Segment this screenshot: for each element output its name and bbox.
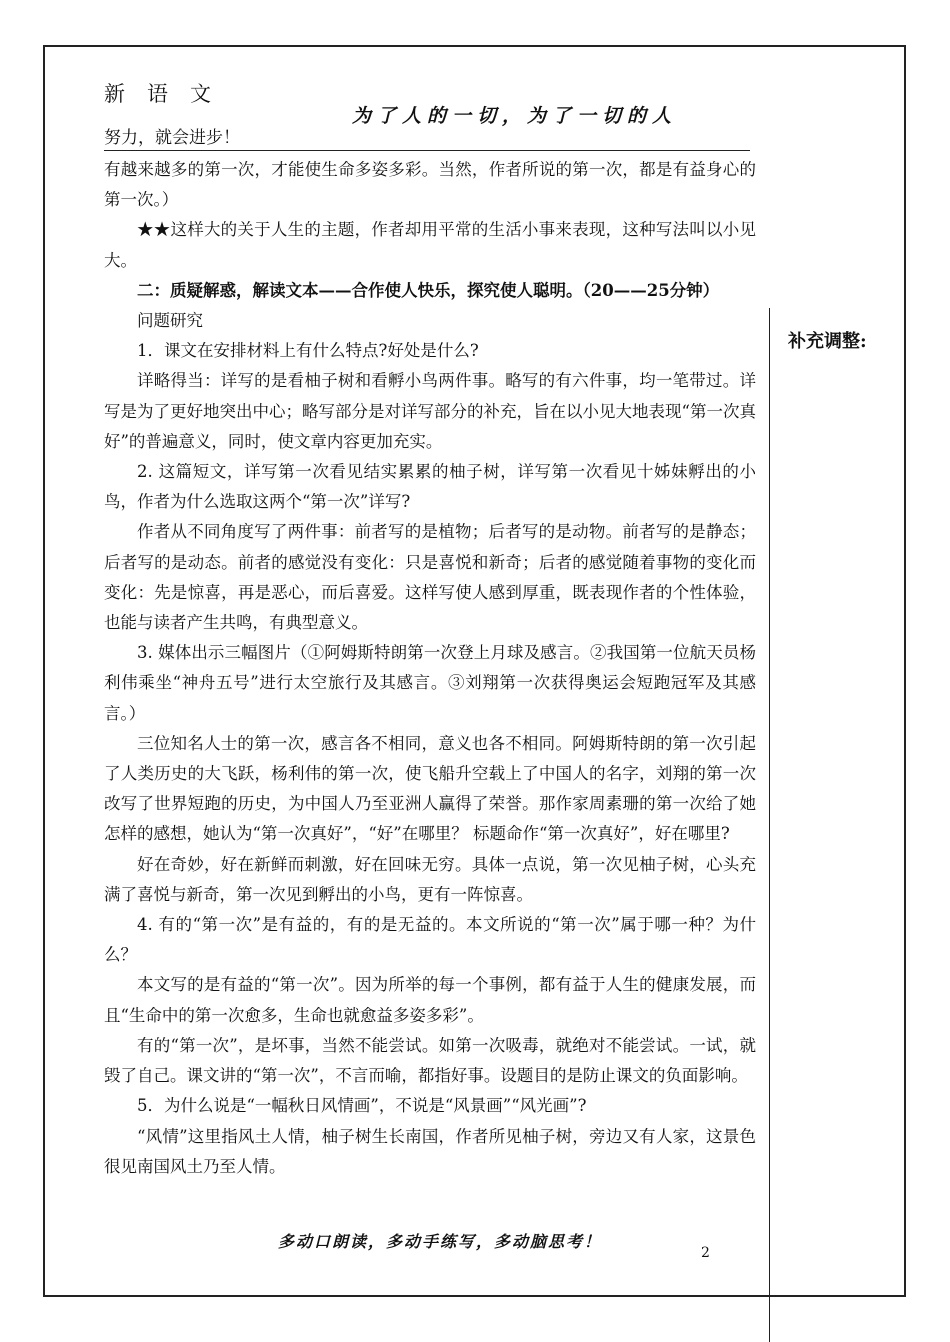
answer: 作者从不同角度写了两件事：前者写的是植物；后者写的是动物。前者写的是静态；后者写的是动态。前者的感觉没有变化：只是喜悦和新奇；后者的感觉随着事物的变化而变化：先是惊喜，再是恶心，而后喜爱。这样写使人感到厚重，既表现作者的个性体验，也能与读者产生共鸣，有典型意义。 bbox=[104, 522, 756, 633]
header-encouragement: 努力，就会进步！ bbox=[104, 128, 240, 148]
question: 5．为什么说是“一幅秋日风情画”，不说是“风景画”“风光画”? bbox=[137, 1096, 587, 1116]
header-rule bbox=[104, 150, 750, 151]
footer-motto: 多动口朗读，多动手练写，多动脑思考！ bbox=[277, 1232, 602, 1251]
side-note-label: 补充调整: bbox=[788, 331, 867, 352]
question: 3. 媒体出示三幅图片（①阿姆斯特朗第一次登上月球及感言。②我国第一位航天员杨利伟乘坐“神舟五号”进行太空旅行及其感言。③刘翔第一次获得奥运会短跑冠军及其感言。） bbox=[104, 643, 756, 723]
header-title: 新语文 bbox=[104, 82, 233, 106]
question: 2. 这篇短文，详写第一次看见结实累累的柚子树，详写第一次看见十姊妹孵出的小鸟，作者为什么选取这两个“第一次”详写? bbox=[104, 462, 756, 512]
answer: 三位知名人士的第一次，感言各不相同，意义也各不相同。阿姆斯特朗的第一次引起了人类历史的大飞跃，杨利伟的第一次，使飞船升空载上了中国人的名字，刘翔的第一次改写了世界短跑的历史，为中国人乃至亚洲人赢得了荣誉。那作家周素珊的第一次给了她怎样的感想，她认为“第一次真好”，“好”在哪里？ 标题命作“第一次真好”，好在哪里? bbox=[104, 733, 756, 844]
answer: 有的“第一次”，是坏事，当然不能尝试。如第一次吸毒，就绝对不能尝试。一试，就毁了自己。课文讲的“第一次”，不言而喻，都指好事。设题目的是防止课文的负面影响。 bbox=[104, 1035, 756, 1086]
paragraph: ★★这样大的关于人生的主题，作者却用平常的生活小事来表现，这种写法叫以小见大。 bbox=[104, 220, 756, 270]
answer: 详略得当：详写的是看柚子树和看孵小鸟两件事。略写的有六件事，均一笔带过。详写是为了更好地突出中心；略写部分是对详写部分的补充，旨在以小见大地表现“第一次真好”的普遍意义，同时，使文章内容更加充实。 bbox=[104, 371, 756, 451]
question: 4. 有的“第一次”是有益的，有的是无益的。本文所说的“第一次”属于哪一种？为什么？ bbox=[104, 915, 756, 965]
lesson-content bbox=[104, 155, 756, 1182]
header-motto: 为了人的一切，为了一切的人 bbox=[352, 105, 678, 127]
answer: 好在奇妙，好在新鲜而刺激，好在回味无穷。具体一点说，第一次见柚子树，心头充满了喜悦与新奇，第一次见到孵出的小鸟，更有一阵惊喜。 bbox=[104, 854, 756, 904]
page-number: 2 bbox=[701, 1245, 710, 1261]
answer: “风情”这里指风土人情，柚子树生长南国，作者所见柚子树，旁边又有人家，这景色很见南国风土乃至人情。 bbox=[104, 1126, 756, 1176]
answer: 本文写的是有益的“第一次”。因为所举的每一个事例，都有益于人生的健康发展，而且“生命中的第一次愈多，生命也就愈益多姿多彩”。 bbox=[104, 975, 756, 1025]
section-heading: 二：质疑解惑，解读文本——合作使人快乐，探究使人聪明。（20——25分钟） bbox=[137, 280, 720, 300]
paragraph: 问题研究 bbox=[137, 311, 203, 331]
paragraph: 有越来越多的第一次，才能使生命多姿多彩。当然，作者所说的第一次，都是有益身心的第一次。） bbox=[104, 160, 756, 210]
side-column-divider bbox=[769, 308, 770, 1342]
question: 1．课文在安排材料上有什么特点?好处是什么? bbox=[137, 341, 479, 361]
